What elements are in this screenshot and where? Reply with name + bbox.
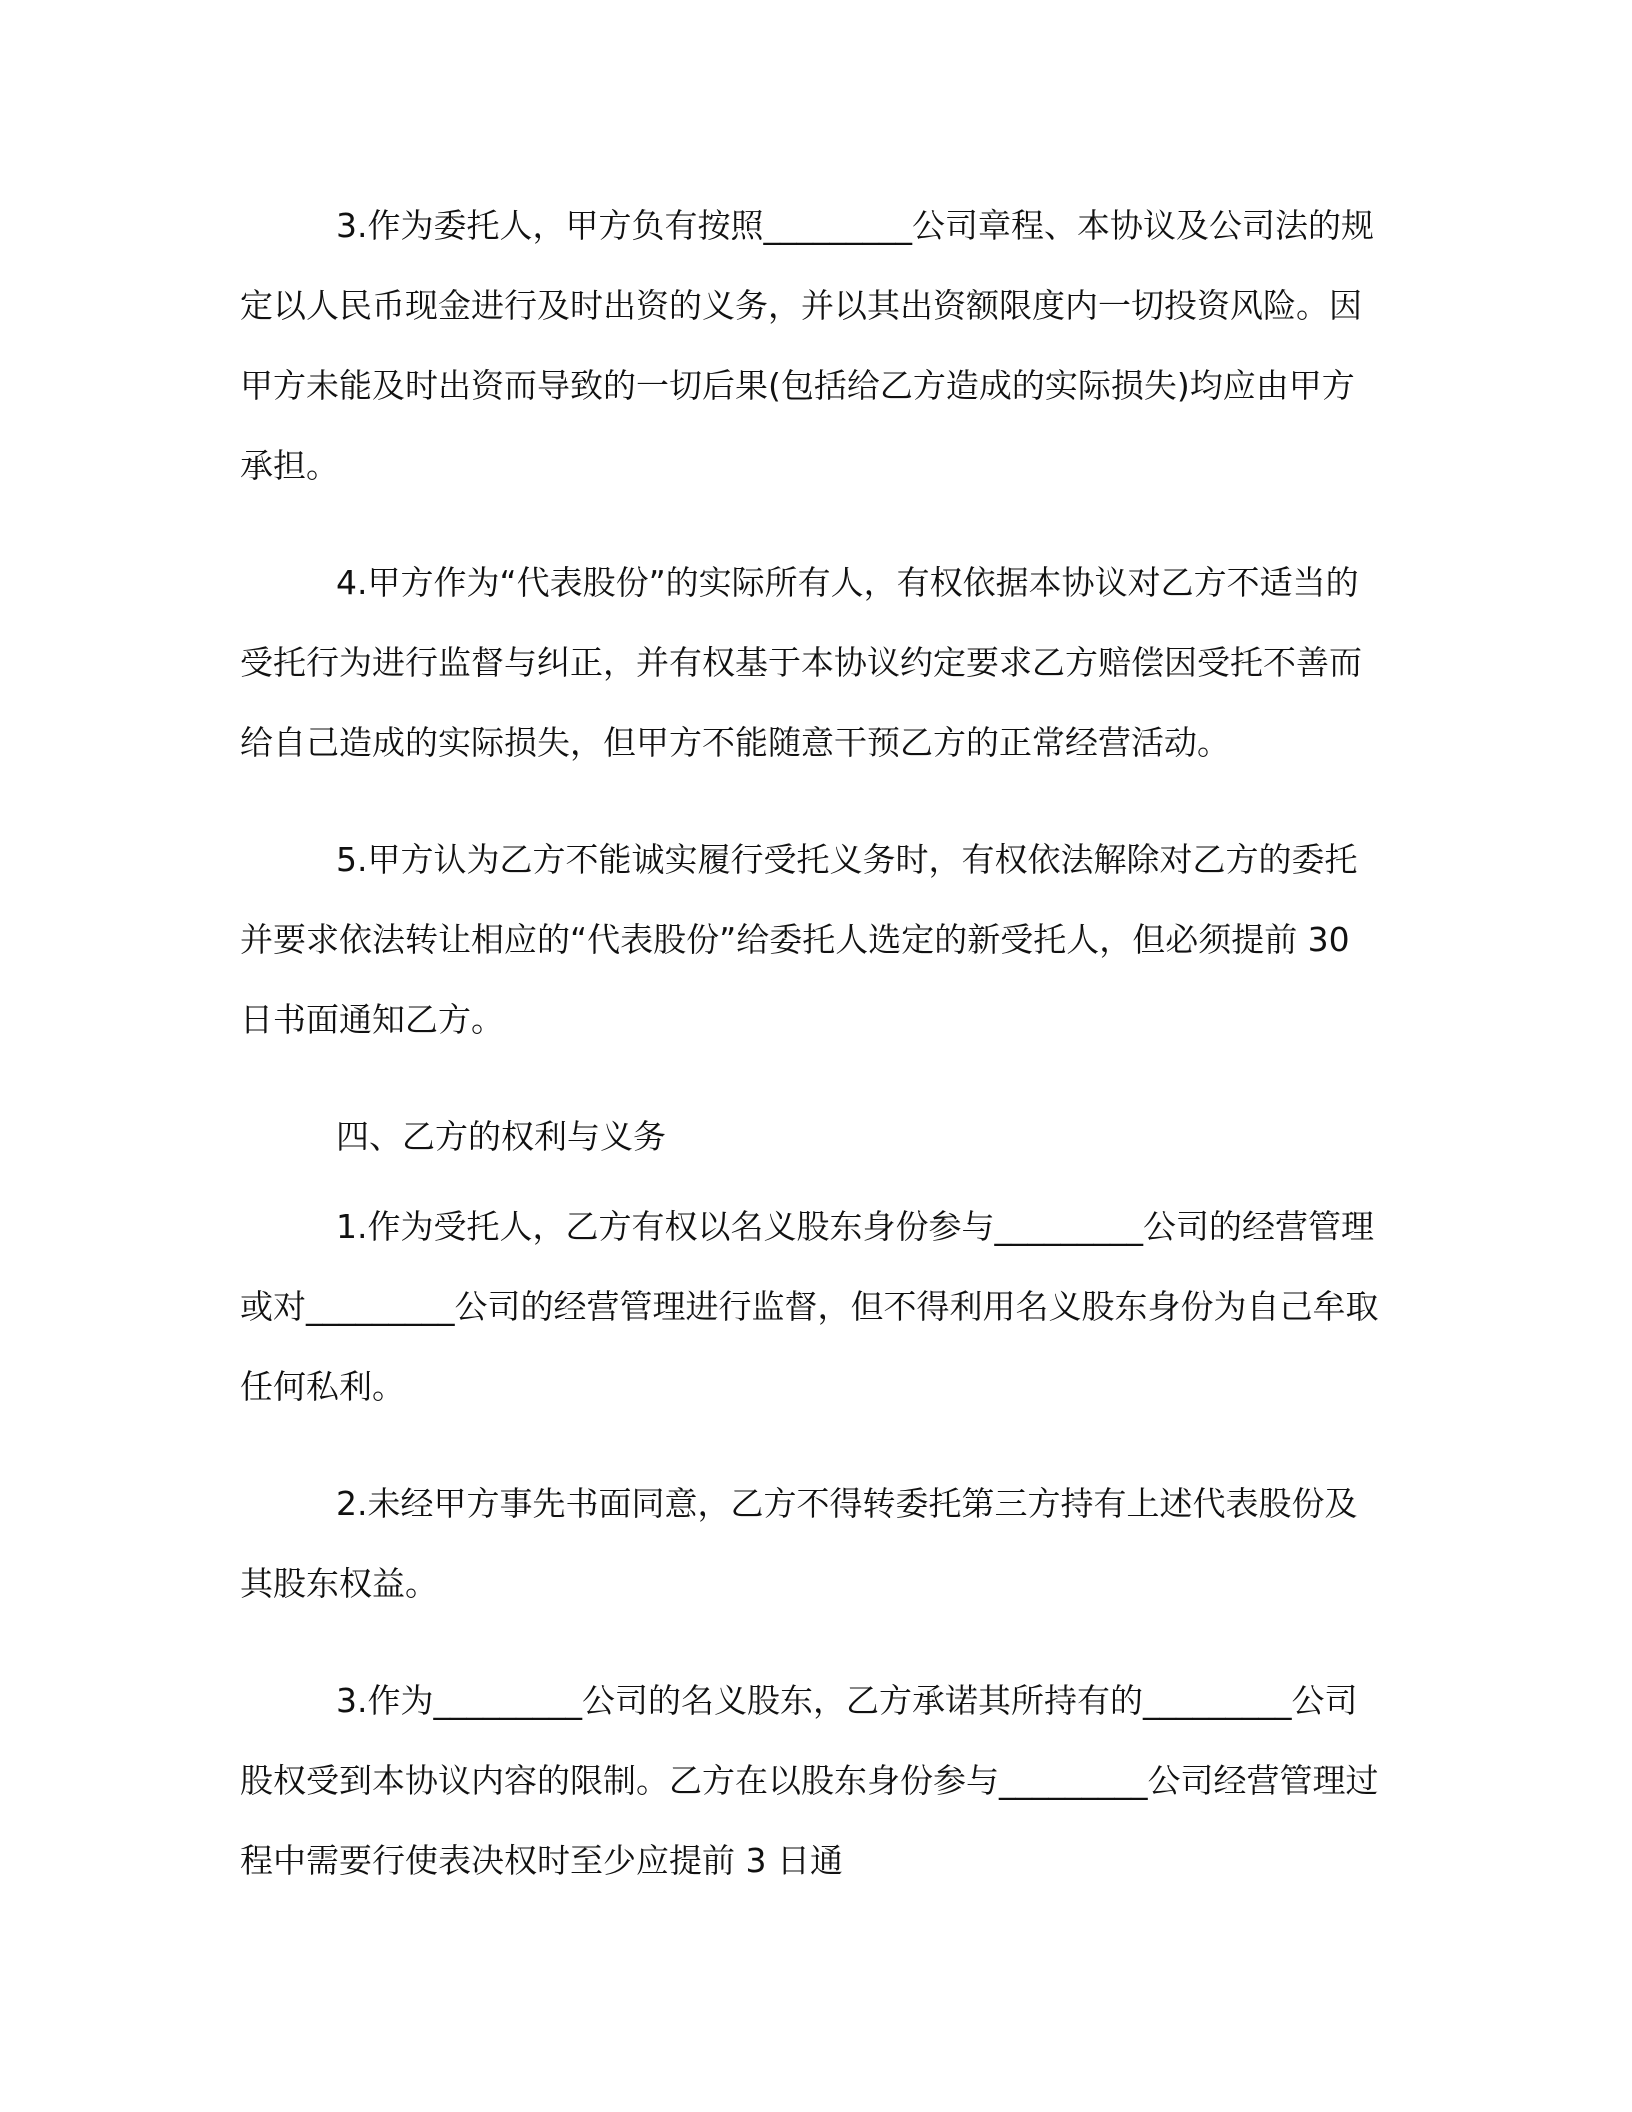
section-heading: 四、乙方的权利与义务 [336,1117,666,1156]
paragraph-2: 4.甲方作为“代表股份”的实际所有人，有权依据本协议对乙方不适当的受托行为进行监督与纠正，并有权基于本协议约定要求乙方赔偿因受托不善而给自己造成的实际损失，但甲方不能随意干预乙方的正常经营活动。 [240,563,1362,762]
paragraph-3: 5.甲方认为乙方不能诚实履行受托义务时，有权依法解除对乙方的委托并要求依法转让相应的“代表股份”给委托人选定的新受托人，但必须提前 30 日书面通知乙方。 [240,840,1358,1039]
paragraph-4: 1.作为受托人，乙方有权以名义股东身份参与_________公司的经营管理或对_________公司的经营管理进行监督，但不得利用名义股东身份为自己牟取任何私利。 [240,1207,1379,1406]
document-body [240,186,1380,1938]
paragraph-5: 2.未经甲方事先书面同意，乙方不得转委托第三方持有上述代表股份及其股东权益。 [240,1484,1358,1603]
paragraph-1: 3.作为委托人，甲方负有按照_________公司章程、本协议及公司法的规定以人民币现金进行及时出资的义务，并以其出资额限度内一切投资风险。因甲方未能及时出资而导致的一切后果(包括给乙方造成的实际损失)均应由甲方承担。 [240,206,1374,485]
paragraph-6: 3.作为_________公司的名义股东，乙方承诺其所持有的_________公司股权受到本协议内容的限制。乙方在以股东身份参与_________公司经营管理过程中需要行使表决权时至少应提前 3 日通 [240,1681,1379,1880]
